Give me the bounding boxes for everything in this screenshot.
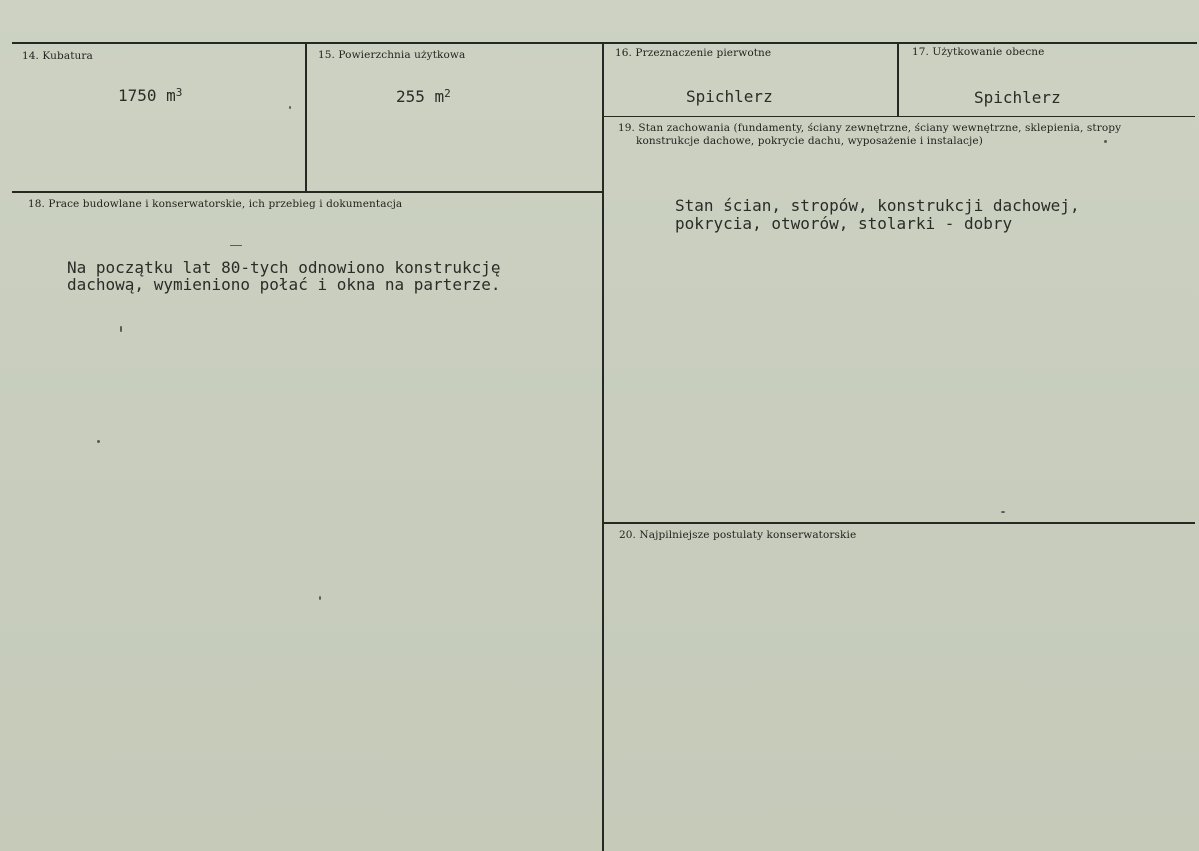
paper-speck bbox=[97, 440, 100, 443]
field-15-number: 255 m bbox=[396, 87, 445, 106]
field-16-value: Spichlerz bbox=[686, 87, 773, 106]
field-18-line-2: dachową, wymieniono połać i okna na parterze. bbox=[67, 275, 501, 294]
top-rule bbox=[12, 42, 1197, 44]
rule-under-16-17 bbox=[604, 116, 1195, 117]
field-15-label: 15. Powierzchnia użytkowa bbox=[318, 49, 466, 61]
field-15-unit-exponent: 2 bbox=[444, 87, 451, 100]
field-14-value bbox=[118, 85, 182, 107]
field-18-line-1: Na początku lat 80-tych odnowiono konstrukcję bbox=[67, 258, 501, 277]
field-20-label: 20. Najpilniejsze postulaty konserwatorskie bbox=[619, 529, 857, 541]
main-column-divider bbox=[602, 44, 604, 851]
paper-speck bbox=[289, 106, 291, 109]
rule-under-14-15 bbox=[12, 191, 604, 193]
field-16-label: 16. Przeznaczenie pierwotne bbox=[615, 47, 772, 59]
field-14-label: 14. Kubatura bbox=[22, 50, 93, 62]
field-19-line-1: Stan ścian, stropów, konstrukcji dachowej, bbox=[675, 196, 1080, 215]
field-19-line-2: pokrycia, otworów, stolarki - dobry bbox=[675, 214, 1013, 233]
field-17-label: 17. Użytkowanie obecne bbox=[912, 46, 1045, 58]
rule-above-20 bbox=[604, 522, 1195, 524]
field-19-label: 19. Stan zachowania (fundamenty, ściany zewnętrzne, ściany wewnętrzne, sklepienia, stropy bbox=[618, 122, 1122, 134]
field-14-number: 1750 m bbox=[118, 86, 176, 105]
field-17-value: Spichlerz bbox=[974, 88, 1061, 107]
paper-speck bbox=[1104, 140, 1107, 143]
paper-speck bbox=[120, 326, 122, 332]
divider-14-15 bbox=[305, 44, 307, 192]
field-18-label: 18. Prace budowlane i konserwatorskie, ich przebieg i dokumentacja bbox=[28, 198, 403, 210]
paper-speck bbox=[230, 245, 242, 246]
field-19-label-line-2: konstrukcje dachowe, pokrycie dachu, wyposażenie i instalacje) bbox=[636, 135, 983, 147]
field-14-unit-exponent: 3 bbox=[175, 86, 183, 99]
field-15-value bbox=[396, 86, 451, 108]
paper-speck bbox=[1001, 511, 1005, 513]
paper-speck bbox=[319, 596, 321, 600]
divider-16-17 bbox=[897, 44, 899, 117]
